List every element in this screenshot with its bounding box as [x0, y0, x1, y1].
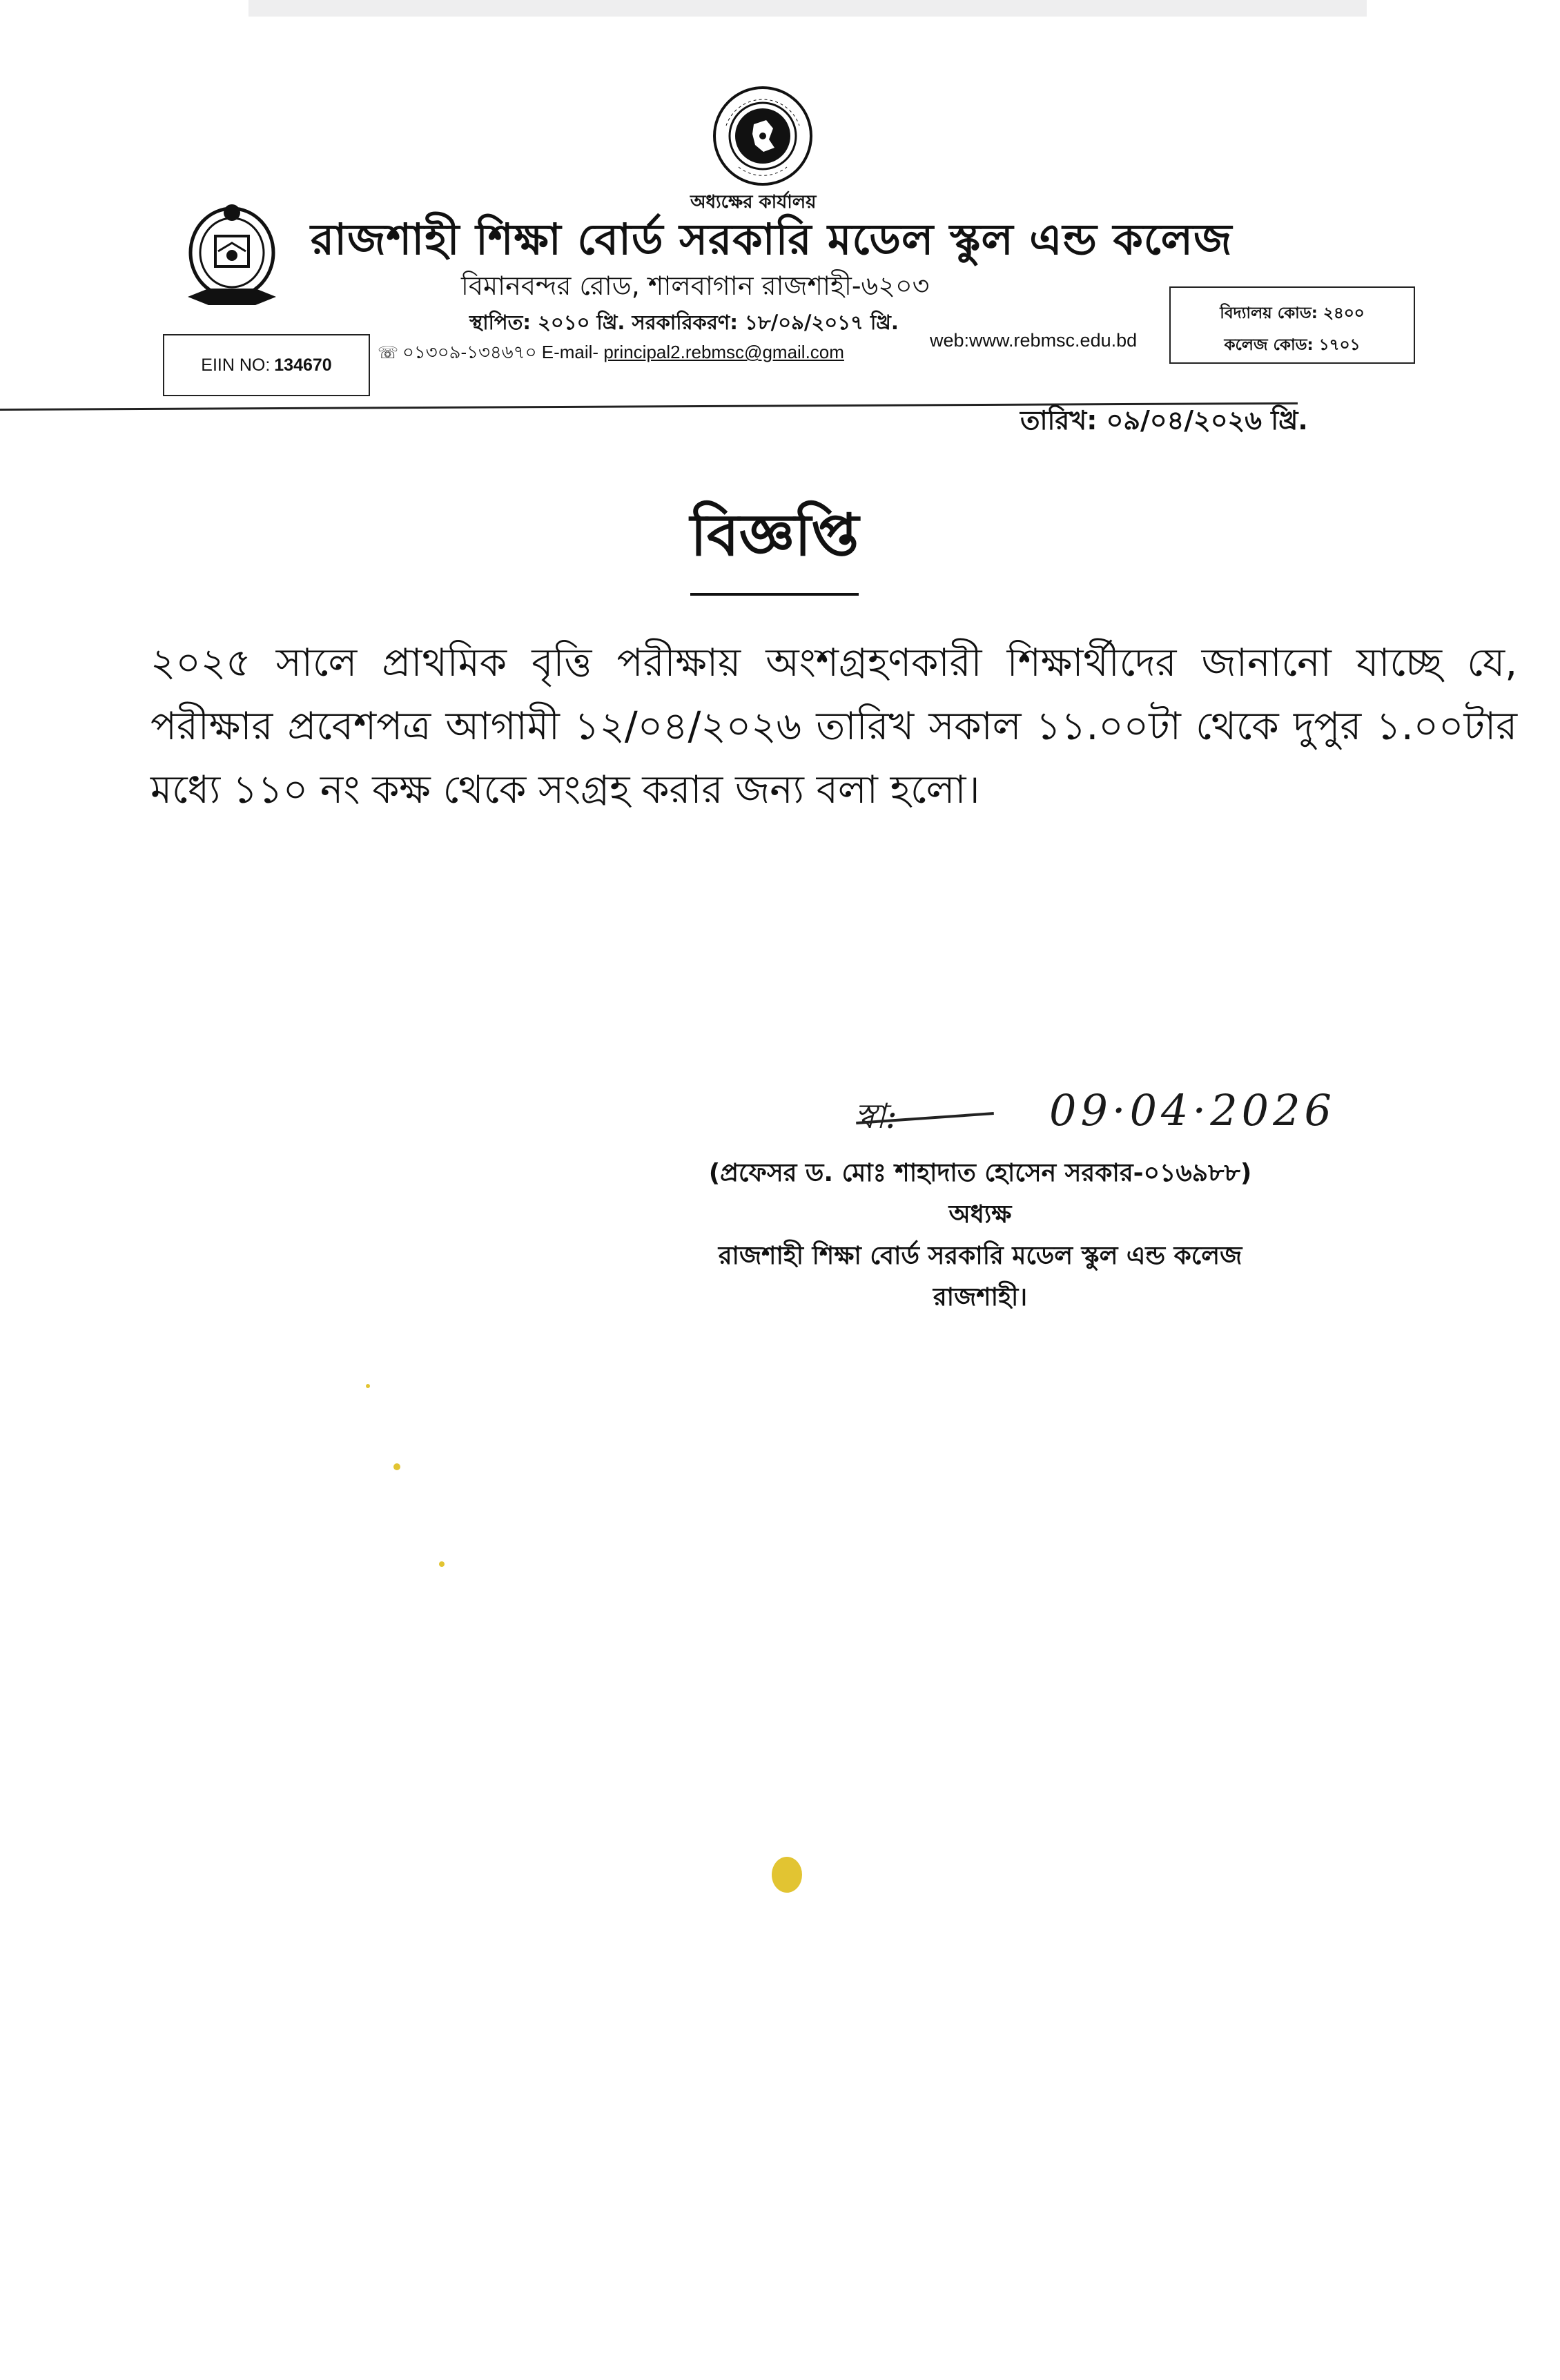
handwritten-date: 09·04·2026 [1049, 1085, 1336, 1135]
establishment-info: স্থাপিত: ২০১০ খ্রি. সরকারিকরণ: ১৮/০৯/২০১৭ খ্রি. [469, 311, 899, 334]
contact-line [378, 338, 844, 369]
office-title: অধ্যক্ষের কার্যালয় [690, 192, 817, 213]
eiin-label: EIIN NO: [201, 355, 271, 375]
scan-speck [366, 1384, 370, 1388]
signatory-designation: অধ্যক্ষ [948, 1200, 1012, 1229]
eiin-box [163, 334, 370, 396]
college-crest-icon [181, 200, 283, 315]
email-label: E-mail- [541, 342, 599, 362]
notice-title: বিজ্ঞপ্তি [690, 490, 859, 596]
school-code: বিদ্যালয় কোড: ২৪০০ [1220, 304, 1365, 322]
website-link[interactable]: web:www.rebmsc.edu.bd [930, 330, 1138, 351]
scan-speck [772, 1857, 802, 1893]
government-seal-icon [711, 84, 815, 188]
notice-date: তারিখ: ০৯/০৪/২০২৬ খ্রি. [1020, 405, 1308, 436]
signatory-city: রাজশাহী। [933, 1283, 1028, 1311]
notice-body: ২০২৫ সালে প্রাথমিক বৃত্তি পরীক্ষায় অংশগ্রহণকারী শিক্ষার্থীদের জানানো যাচ্ছে যে, পরীক্ষার প্রবেশপত্র আগামী ১২/০৪/২০২৬ তারিখ সকাল ১১.০০টা থেকে দুপুর ১.০০টার মধ্যে ১১০ নং কক্ষ থেকে সংগ্রহ করার জন্য বলা হলো। [150, 641, 1517, 812]
signatory-name: (প্রফেসর ড. মোঃ শাহাদাত হোসেন সরকার-০১৬৯৮৮) [708, 1159, 1252, 1187]
college-code: কলেজ কোড: ১৭০১ [1224, 336, 1361, 354]
scan-speck [439, 1561, 445, 1567]
phone-number: ০১৩০৯-১৩৪৬৭০ [402, 342, 537, 362]
eiin-value: 134670 [274, 355, 332, 375]
email-link[interactable]: principal2.rebmsc@gmail.com [603, 342, 844, 362]
signatory-institution: রাজশাহী শিক্ষা বোর্ড সরকারি মডেল স্কুল এন্ড কলেজ [718, 1242, 1242, 1270]
college-address: বিমানবন্দর রোড, শালবাগান রাজশাহী-৬২০৩ [461, 271, 930, 301]
scan-speck [393, 1463, 400, 1470]
signature-mark: স্বা: [855, 1096, 897, 1136]
signature-block [663, 1153, 1298, 1318]
phone-icon: ☏ [378, 344, 399, 362]
college-name: রাজশাহী শিক্ষা বোর্ড সরকারি মডেল স্কুল এন্ড কলেজ [311, 214, 1233, 264]
institution-codes [1169, 286, 1415, 364]
scan-edge [248, 0, 1367, 17]
